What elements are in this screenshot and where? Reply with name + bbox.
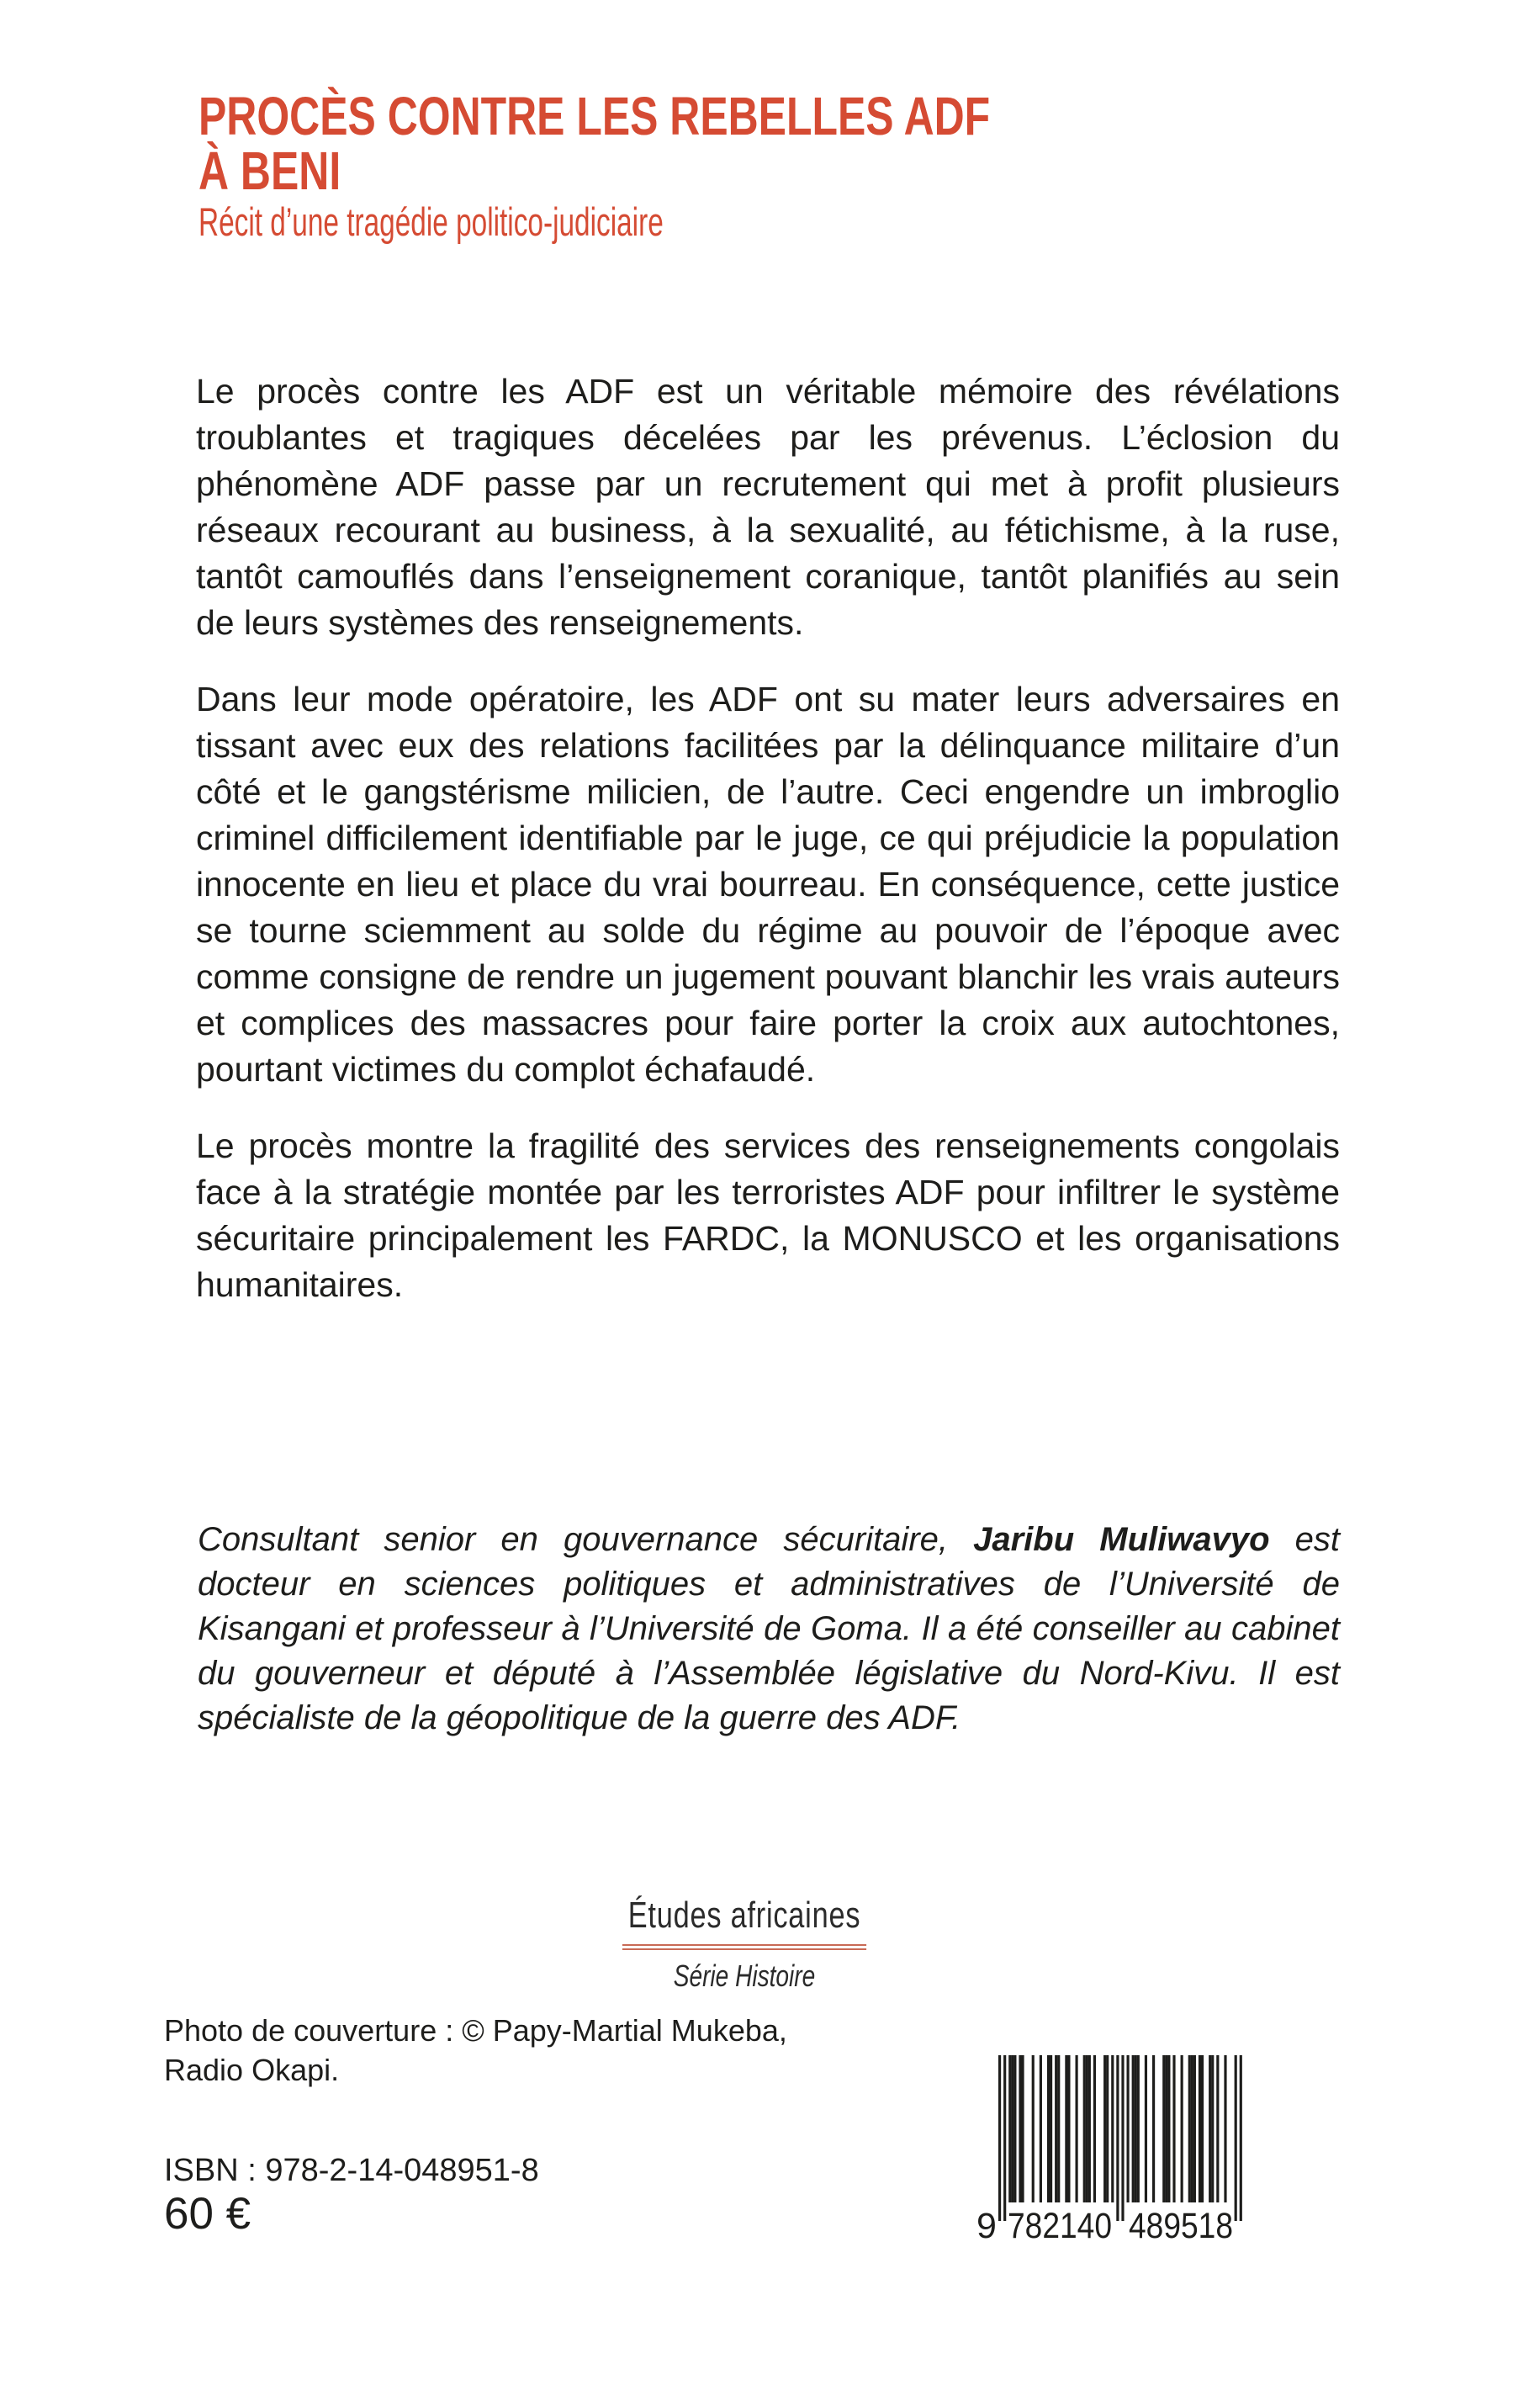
- book-title-line2: À BENI: [198, 140, 341, 201]
- author-bio-prefix: Consultant senior en gouvernance sécuritaire,: [198, 1521, 974, 1558]
- author-bio-suffix: est docteur en sciences politiques et administratives de l’Université de Kisangani et professeur à l’Université de Goma. Il a été conseiller au cabinet du gouverneur et député à l’Assemblée législative du Nord-Kivu. Il est spécialiste de la géopolitique de la guerre des ADF.: [198, 1521, 1340, 1736]
- photo-credit-line1: Photo de couverture : © Papy-Martial Mukeba,: [164, 2013, 787, 2048]
- synopsis-paragraph-3: Le procès montre la fragilité des services des renseignements congolais face à la stratégie montée par les terroristes ADF pour infiltrer le système sécuritaire principalement les FARDC, la MONUSCO et les organisations humanitaires.: [196, 1126, 1340, 1304]
- isbn-label: ISBN : 978-2-14-048951-8: [164, 2153, 539, 2188]
- svg-text:782140: 782140: [1008, 2206, 1112, 2246]
- collection-block: [0, 1895, 1489, 1994]
- book-subtitle: Récit d’une tragédie politico-judiciaire: [198, 199, 664, 244]
- author-name: Jaribu Muliwavyo: [973, 1521, 1270, 1558]
- synopsis-block: [196, 368, 1340, 1308]
- svg-text:9: 9: [976, 2206, 997, 2246]
- photo-credit-line2: Radio Okapi.: [164, 2053, 340, 2087]
- synopsis-paragraph-1: Le procès contre les ADF est un véritable mémoire des révélations troublantes et tragiques décelées par les prévenus. L’éclosion du phénomène ADF passe par un recrutement qui met à profit plusieurs réseaux recourant au business, à la sexualité, au fétichisme, à la ruse, tantôt camouflés dans l’enseignement coranique, tantôt planifiés au sein de leurs systèmes des renseignements.: [196, 372, 1340, 642]
- ean13-barcode-svg: [976, 2055, 1246, 2266]
- author-bio-block: [198, 1518, 1340, 1741]
- title-block: [198, 86, 1214, 201]
- photo-credit: [164, 2011, 787, 2090]
- collection-divider-rule: [622, 1944, 866, 1950]
- collection-series: Série Histoire: [673, 1958, 816, 1993]
- book-title-line1: PROCÈS CONTRE LES REBELLES ADF: [198, 86, 991, 146]
- author-bio-paragraph: [198, 1518, 1340, 1741]
- book-title: [198, 86, 991, 201]
- synopsis-paragraph-2: Dans leur mode opératoire, les ADF ont su mater leurs adversaires en tissant avec eux des relations facilitées par la délinquance militaire d’un côté et le gangstérisme milicien, de l’autre. Ceci engendre un imbroglio criminel difficilement identifiable par le juge, ce qui préjudicie la population innocente en lieu et place du vrai bourreau. En conséquence, cette justice se tourne sciemment au solde du régime au pouvoir de l’époque avec comme consigne de rendre un jugement pouvant blanchir les vrais auteurs et complices des massacres pour faire porter la croix aux autochtones, pourtant victimes du complot échafaudé.: [196, 680, 1340, 1089]
- ean13-barcode: [976, 2055, 1246, 2266]
- price-label: 60 €: [164, 2189, 251, 2239]
- svg-text:489518: 489518: [1129, 2206, 1233, 2246]
- collection-name: Études africaines: [627, 1895, 861, 1936]
